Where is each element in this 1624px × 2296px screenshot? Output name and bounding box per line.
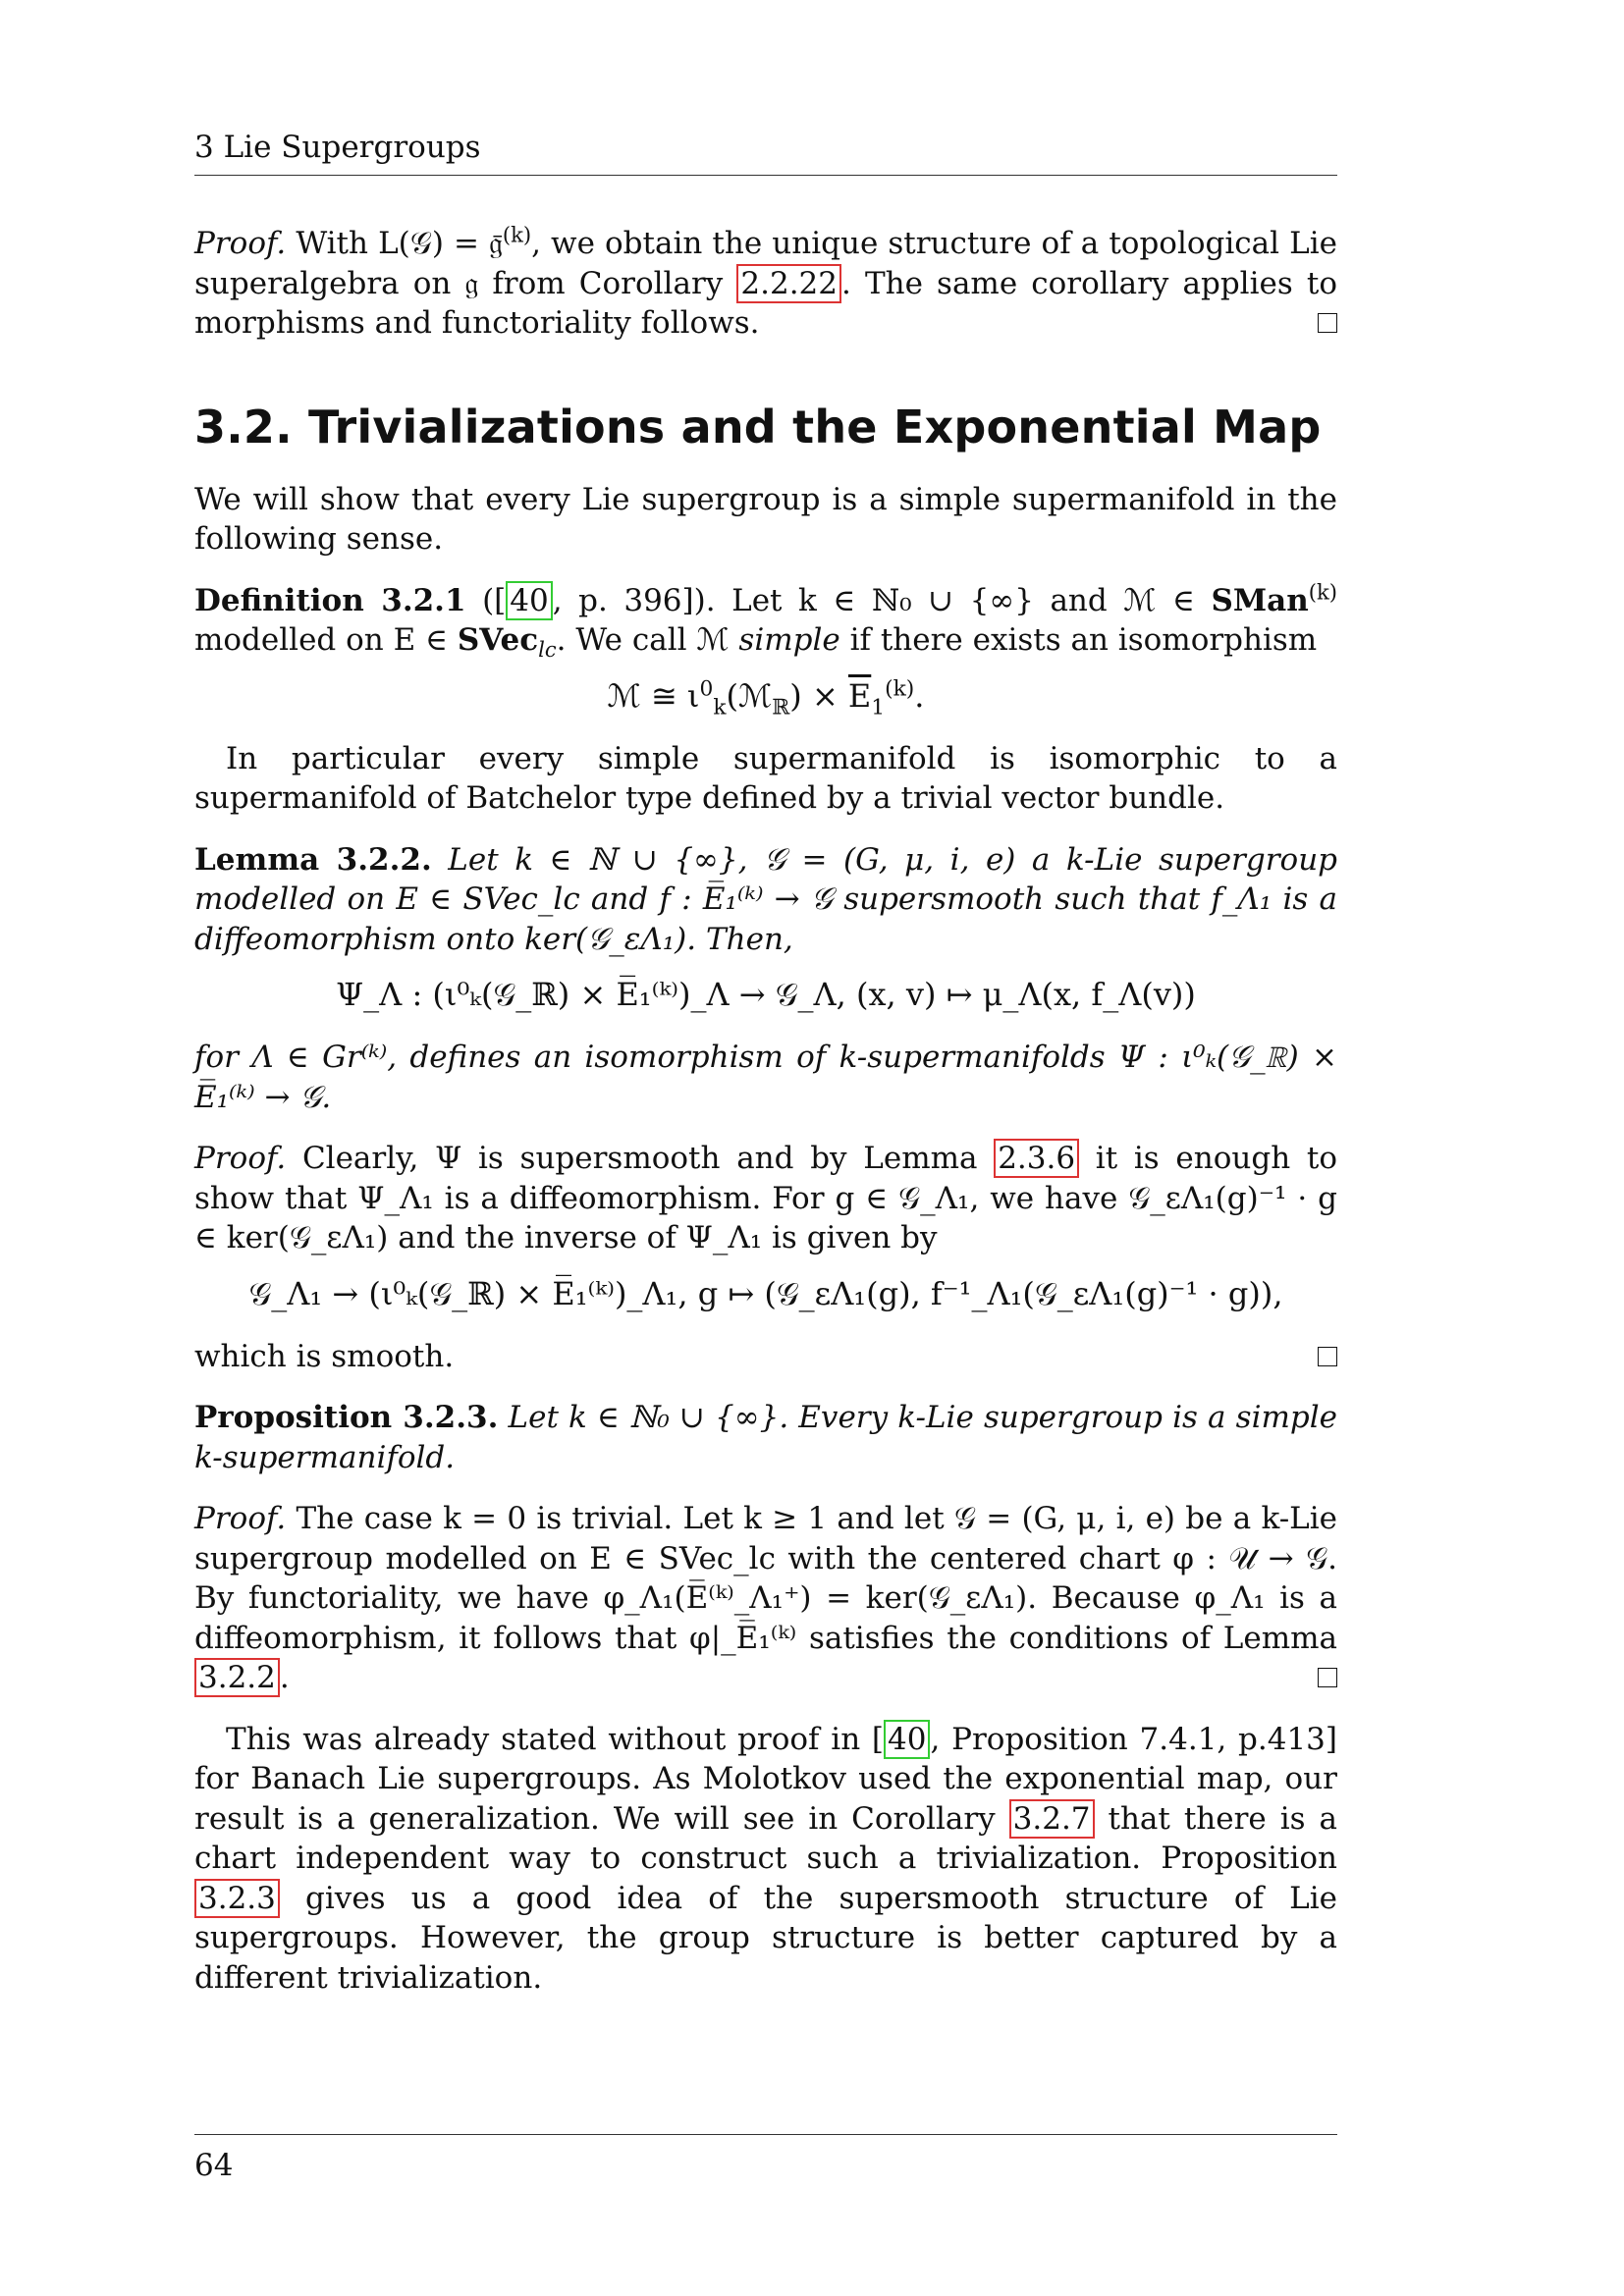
- proposition-text: Let k ∈ ℕ₀ ∪ {∞}. Every k-Lie supergroup is a simple k-supermanifold.: [194, 1400, 1338, 1475]
- math-superscript: (k): [1308, 579, 1338, 605]
- lemma-3-2-2: [194, 840, 1337, 960]
- intro-paragraph: We will show that every Lie supergroup is a simple supermanifold in the following sense.: [194, 481, 1337, 558]
- lemma-label: Lemma 3.2.2.: [194, 841, 432, 878]
- proof-paragraph-1: [194, 224, 1337, 344]
- definition-text: if there exists an isomorphism: [839, 622, 1318, 659]
- proof-text: which is smooth.: [194, 1338, 455, 1374]
- footer-rule: [194, 2134, 1337, 2135]
- math-subscript: k: [713, 695, 727, 721]
- lemma-continuation: for Λ ∈ Gr⁽ᵏ⁾, defines an isomorphism of k-supermanifolds Ψ : ι⁰ₖ(𝒢_ℝ) × E̅₁⁽ᵏ⁾ → 𝒢.: [194, 1040, 1337, 1115]
- proposition-3-2-3: [194, 1398, 1337, 1477]
- qed-symbol: [1318, 1347, 1337, 1366]
- qed-symbol: [1318, 1668, 1337, 1687]
- ref-link-lemma-3-2-2[interactable]: 3.2.2: [194, 1658, 280, 1697]
- math-part: $\overline{E}$: [847, 676, 872, 715]
- proof-text: . The same corollary applies to morphisms and functoriality follows.: [194, 265, 1337, 341]
- math-part: ℳ ≅ ι: [607, 676, 700, 715]
- proof-text: The case k = 0 is trivial. Let k ≥ 1 and let 𝒢 = (G, μ, i, e) be a k-Lie supergroup modelled on E ∈ SVec_lc with the centered chart φ : 𝒰 → 𝒢. By functoriality, we have φ_Λ₁(E̅⁽ᵏ⁾_Λ₁⁺) = ker(𝒢_εΛ₁). Because φ_Λ₁ is a diffeomorphism, it follows that φ|_E̅₁⁽ᵏ⁾ satisfies the conditions of Lemma: [194, 1501, 1338, 1656]
- proof-paragraph-2: [194, 1139, 1337, 1258]
- definition-text: Let k ∈ ℕ₀ ∪ {∞} and ℳ ∈: [731, 582, 1212, 618]
- proof-text: With: [296, 226, 379, 261]
- page-number: 64: [194, 2148, 234, 2183]
- math-subscript: 1: [871, 695, 886, 721]
- proof-paragraph-3: [194, 1499, 1337, 1698]
- header-rule: [194, 175, 1337, 176]
- ref-link-corollary-2-2-22[interactable]: 2.2.22: [736, 264, 841, 303]
- proof-label: Proof.: [194, 1501, 287, 1537]
- particular-paragraph: In particular every simple supermanifold is isomorphic to a supermanifold of Batchelor type defined by a trivial vector bundle.: [194, 740, 1337, 817]
- math-inline: L(𝒢) = 𝔤̄: [378, 226, 503, 261]
- math-subscript: ℝ: [772, 695, 790, 721]
- math-superscript: (k): [502, 222, 532, 247]
- math-part: ) ×: [789, 676, 848, 715]
- qed-symbol: [1318, 313, 1337, 333]
- closing-text: gives us a good idea of the supersmooth structure of Lie supergroups. However, the group structure is better captured by a different trivialization.: [194, 1880, 1337, 1996]
- cite-link-40[interactable]: 40: [884, 1720, 930, 1759]
- proof-text: Clearly, Ψ is supersmooth and by Lemma: [301, 1141, 995, 1177]
- math-svec: SVec: [457, 622, 539, 659]
- closing-text: that there is a chart independent way to construct such a trivialization. Proposition: [194, 1800, 1337, 1877]
- math-part: (ℳ: [726, 676, 773, 715]
- ref-link-proposition-3-2-3[interactable]: 3.2.3: [194, 1879, 280, 1918]
- proof-text: it is enough to show that Ψ_Λ₁ is a diffeomorphism. For g ∈ 𝒢_Λ₁, we have 𝒢_εΛ₁(g)⁻¹ · g ∈ ker(𝒢_εΛ₁) and the inverse of Ψ_Λ₁ is given by: [194, 1141, 1337, 1256]
- math-part: .: [914, 676, 925, 715]
- definition-3-2-1: [194, 581, 1337, 661]
- display-equation-simple: [194, 674, 1337, 721]
- paper-page: [194, 0, 1337, 2296]
- math-sman: SMan: [1211, 582, 1309, 618]
- display-equation-inverse: 𝒢_Λ₁ → (ι⁰ₖ(𝒢_ℝ) × E̅₁⁽ᵏ⁾)_Λ₁, g ↦ (𝒢_εΛ₁(g), f⁻¹_Λ₁(𝒢_εΛ₁(g)⁻¹ · g)),: [248, 1274, 1283, 1312]
- running-head: 3 Lie Supergroups: [194, 130, 481, 165]
- math-superscript: 0: [699, 676, 714, 702]
- definition-text: . We call ℳ: [556, 622, 739, 659]
- proof-label: Proof.: [194, 1141, 287, 1177]
- math-superscript: (k): [885, 676, 915, 702]
- closing-paragraph: [194, 1720, 1337, 1999]
- definition-term: simple: [738, 622, 840, 659]
- proof-text: .: [279, 1660, 290, 1696]
- cite-close: , p. 396]).: [552, 582, 732, 618]
- cite-link-40[interactable]: 40: [506, 581, 552, 620]
- proof-2-end: [194, 1337, 1337, 1377]
- ref-link-corollary-3-2-7[interactable]: 3.2.7: [1009, 1799, 1095, 1839]
- lemma-text: Let k ∈ ℕ ∪ {∞}, 𝒢 = (G, μ, i, e) a k-Lie supergroup modelled on E ∈ SVec_lc and f : E̅₁⁽ᵏ⁾ → 𝒢 supersmooth such that f_Λ₁ is a diffeomorphism onto ker(𝒢_εΛ₁). Then,: [194, 841, 1338, 957]
- math-subscript: lc: [538, 637, 557, 663]
- body-text: [194, 224, 1337, 2019]
- display-equation-psi: Ψ_Λ : (ι⁰ₖ(𝒢_ℝ) × E̅₁⁽ᵏ⁾)_Λ → 𝒢_Λ, (x, v) ↦ μ_Λ(x, f_Λ(v)): [336, 976, 1196, 1014]
- definition-text: modelled on E ∈: [194, 622, 458, 659]
- closing-text: , Proposition 7.4.1, p.413] for Banach Lie supergroups. As Molotkov used the exponential map, our result is a generalization. We will see in Corollary: [194, 1721, 1337, 1837]
- proof-label: Proof.: [194, 226, 287, 261]
- ref-link-lemma-2-3-6[interactable]: 2.3.6: [994, 1139, 1079, 1178]
- section-heading: 3.2. Trivializations and the Exponential Map: [194, 400, 1322, 454]
- proposition-label: Proposition 3.2.3.: [194, 1400, 499, 1436]
- definition-label: Definition 3.2.1: [194, 582, 466, 618]
- closing-text: This was already stated without proof in [: [226, 1721, 885, 1757]
- cite-open: ([: [465, 582, 507, 618]
- proof-text: , we obtain the unique structure of a topological Lie superalgebra on 𝔤 from Corollary: [194, 226, 1338, 301]
